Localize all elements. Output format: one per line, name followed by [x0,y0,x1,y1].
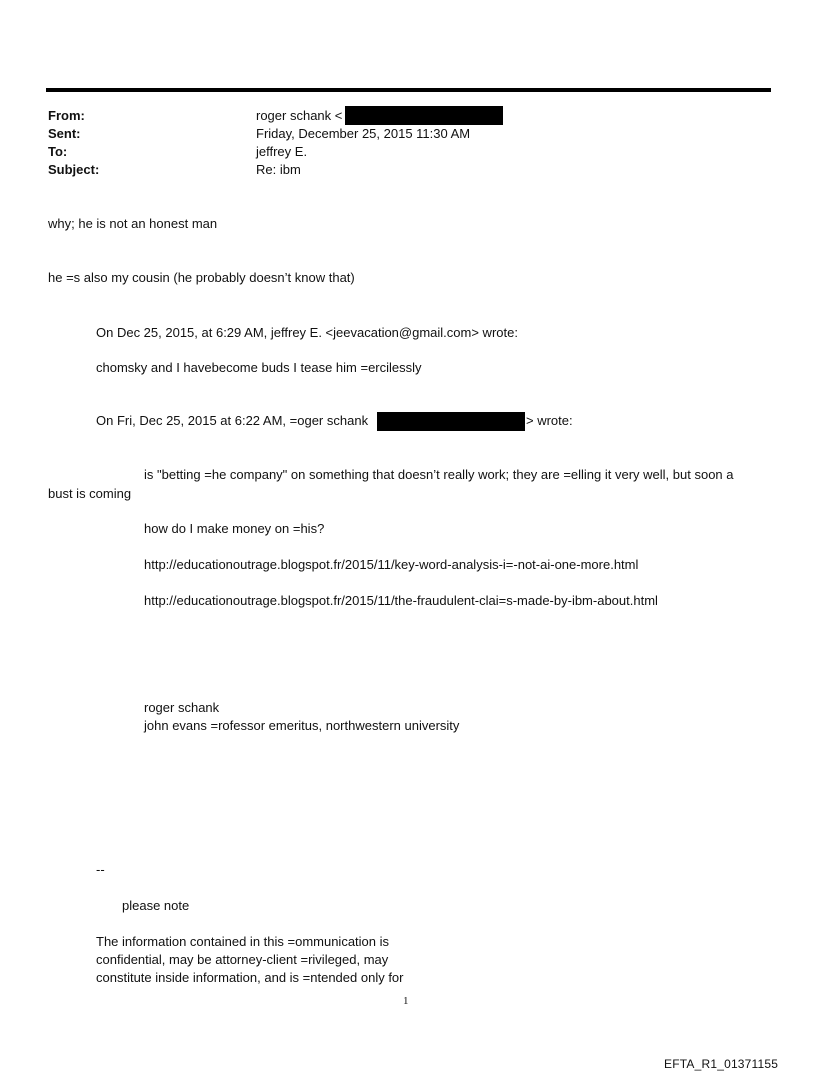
page-number: 1 [403,995,409,1007]
quote-attribution-start: On Fri, Dec 25, 2015 at 6:22 AM, =oger schank [96,413,369,428]
subject-label: Subject: [48,162,100,177]
from-label: From: [48,108,85,123]
quote-text: is "betting =he company" on something that doesn’t really work; they are =elling it very well, but soon a [144,467,734,482]
signature-separator: -- [96,862,105,877]
document-id: EFTA_R1_01371155 [664,1057,779,1071]
quote-attribution-end: > wrote: [526,413,573,428]
signature-title: john evans =rofessor emeritus, northwestern university [144,718,460,733]
header-rule [46,88,771,92]
link[interactable]: http://educationoutrage.blogspot.fr/2015/11/the-fraudulent-clai=s-made-by-ibm-about.html [144,593,658,608]
to-label: To: [48,144,68,159]
quote-text: bust is coming [48,486,132,501]
note-heading: please note [122,898,190,913]
quote-attribution [96,412,368,430]
body-paragraph: why; he is not an honest man [48,216,218,231]
quote-text: how do I make money on =his? [144,521,325,536]
link[interactable]: http://educationoutrage.blogspot.fr/2015/11/key-word-analysis-i=-not-ai-one-more.html [144,557,639,572]
quote-attribution: On Dec 25, 2015, at 6:29 AM, jeffrey E. <jeevacation@gmail.com> wrote: [96,325,518,340]
sent-label: Sent: [48,126,81,141]
note-text: The information contained in this =ommunication is confidential, may be attorney-client =rivileged, may constitute inside information, and is =ntended only for [96,934,404,985]
redaction-box [377,412,525,431]
from-value: roger schank < [256,108,343,123]
body-paragraph: he =s also my cousin (he probably doesn’t know that) [48,270,355,285]
signature-name: roger schank [144,700,220,715]
to-value: jeffrey E. [256,144,308,159]
quote-text: chomsky and I havebecome buds I tease him =ercilessly [96,360,422,375]
redaction-box [345,106,503,125]
sent-value: Friday, December 25, 2015 11:30 AM [256,126,471,141]
subject-value: Re: ibm [256,162,301,177]
